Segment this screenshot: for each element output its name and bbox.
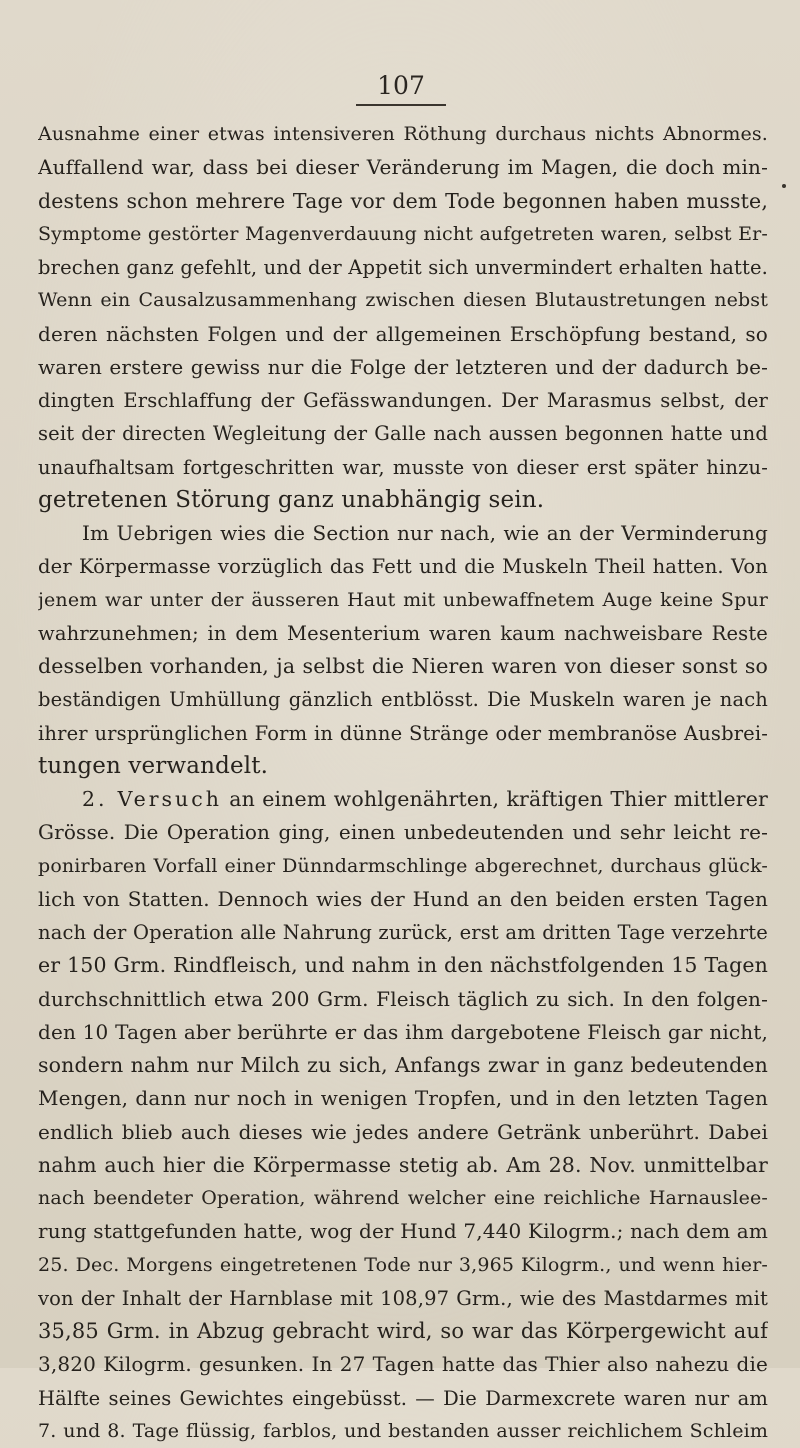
page-number: 107 bbox=[356, 72, 446, 106]
text-line: endlich blieb auch dieses wie jedes andere Getränk unberührt. Dabei bbox=[38, 1119, 768, 1144]
text-line: wahrzunehmen; in dem Mesenterium waren kaum nachweisbare Reste bbox=[38, 621, 768, 645]
text-line: jenem war unter der äusseren Haut mit unbewaffnetem Auge keine Spur bbox=[38, 588, 768, 611]
text-line: lich von Statten. Dennoch wies der Hund an den beiden ersten Tagen bbox=[38, 886, 768, 911]
text-line: durchschnittlich etwa 200 Grm. Fleisch täglich zu sich. In den folgen- bbox=[38, 986, 768, 1011]
text-line: Wenn ein Causalzusammenhang zwischen diesen Blutaustretungen nebst bbox=[38, 289, 768, 312]
experiment-heading: 2. Versuch bbox=[82, 787, 222, 811]
text-line: 25. Dec. Morgens eingetretenen Tode nur 3,965 Kilogrm., und wenn hier- bbox=[38, 1253, 768, 1276]
ink-speck bbox=[782, 184, 786, 188]
text-line: getretenen Störung ganz unabhängig sein. bbox=[38, 486, 545, 513]
text-line: Grösse. Die Operation ging, einen unbedeutenden und sehr leicht re- bbox=[38, 820, 768, 845]
text-line: nach der Operation alle Nahrung zurück, erst am dritten Tage verzehrte bbox=[38, 921, 768, 944]
text-line-rest: an einem wohlgenährten, kräftigen Thier mittlerer bbox=[221, 787, 768, 811]
text-line: dingten Erschlaffung der Gefässwandungen. Der Marasmus selbst, der bbox=[38, 389, 768, 412]
text-line bbox=[38, 783, 768, 816]
text-line: Im Uebrigen wies die Section nur nach, wie an der Verminderung bbox=[82, 521, 768, 545]
text-line: nach beendeter Operation, während welcher eine reichliche Harnauslee- bbox=[38, 1187, 768, 1209]
text-line: Mengen, dann nur noch in wenigen Tropfen, und in den letzten Tagen bbox=[38, 1086, 768, 1111]
text-line: Symptome gestörter Magenverdauung nicht aufgetreten waren, selbst Er- bbox=[38, 222, 768, 245]
text-line: ihrer ursprünglichen Form in dünne Stränge oder membranöse Ausbrei- bbox=[38, 721, 768, 745]
text-line: nahm auch hier die Körpermasse stetig ab. Am 28. Nov. unmittelbar bbox=[38, 1152, 768, 1177]
text-line: unaufhaltsam fortgeschritten war, musste von dieser erst später hinzu- bbox=[38, 455, 768, 479]
text-line: waren erstere gewiss nur die Folge der letzteren und der dadurch be- bbox=[38, 354, 768, 379]
text-line: von der Inhalt der Harnblase mit 108,97 Grm., wie des Mastdarmes mit bbox=[38, 1286, 768, 1310]
text-line: Hälfte seines Gewichtes eingebüsst. — Die Darmexcrete waren nur am bbox=[38, 1386, 768, 1410]
text-line: Auffallend war, dass bei dieser Veränderung im Magen, die doch min- bbox=[38, 155, 768, 180]
text-line: ponirbaren Vorfall einer Dünndarmschlinge abgerechnet, durchaus glück- bbox=[38, 854, 768, 877]
text-line: 3,820 Kilogrm. gesunken. In 27 Tagen hatte das Thier also nahezu die bbox=[38, 1352, 768, 1377]
text-line: sondern nahm nur Milch zu sich, Anfangs zwar in ganz bedeutenden bbox=[38, 1053, 768, 1077]
text-line: deren nächsten Folgen und der allgemeinen Erschöpfung bestand, so bbox=[38, 321, 768, 346]
text-line: brechen ganz gefehlt, und der Appetit sich unvermindert erhalten hatte. bbox=[38, 256, 768, 279]
text-line: tungen verwandelt. bbox=[38, 752, 269, 779]
text-line: rung stattgefunden hatte, wog der Hund 7,440 Kilogrm.; nach dem am bbox=[38, 1219, 768, 1244]
text-line: den 10 Tagen aber berührte er das ihm dargebotene Fleisch gar nicht, bbox=[38, 1019, 768, 1044]
text-line: desselben vorhanden, ja selbst die Nieren waren von dieser sonst so bbox=[38, 654, 768, 678]
text-line: 7. und 8. Tage flüssig, farblos, und bestanden ausser reichlichem Schleim bbox=[38, 1419, 768, 1442]
text-line: destens schon mehrere Tage vor dem Tode begonnen haben musste, bbox=[38, 188, 768, 213]
body-text bbox=[38, 118, 768, 1448]
text-line: beständigen Umhüllung gänzlich entblösst. Die Muskeln waren je nach bbox=[38, 688, 768, 712]
text-line: seit der directen Wegleitung der Galle nach aussen begonnen hatte und bbox=[38, 422, 768, 446]
text-line: der Körpermasse vorzüglich das Fett und die Muskeln Theil hatten. Von bbox=[38, 555, 768, 579]
text-line: er 150 Grm. Rindfleisch, und nahm in den nächstfolgenden 15 Tagen bbox=[38, 953, 768, 978]
text-line: 35,85 Grm. in Abzug gebracht wird, so war das Körpergewicht auf bbox=[38, 1319, 768, 1343]
text-line: Ausnahme einer etwas intensiveren Röthung durchaus nichts Abnormes. bbox=[38, 123, 768, 145]
